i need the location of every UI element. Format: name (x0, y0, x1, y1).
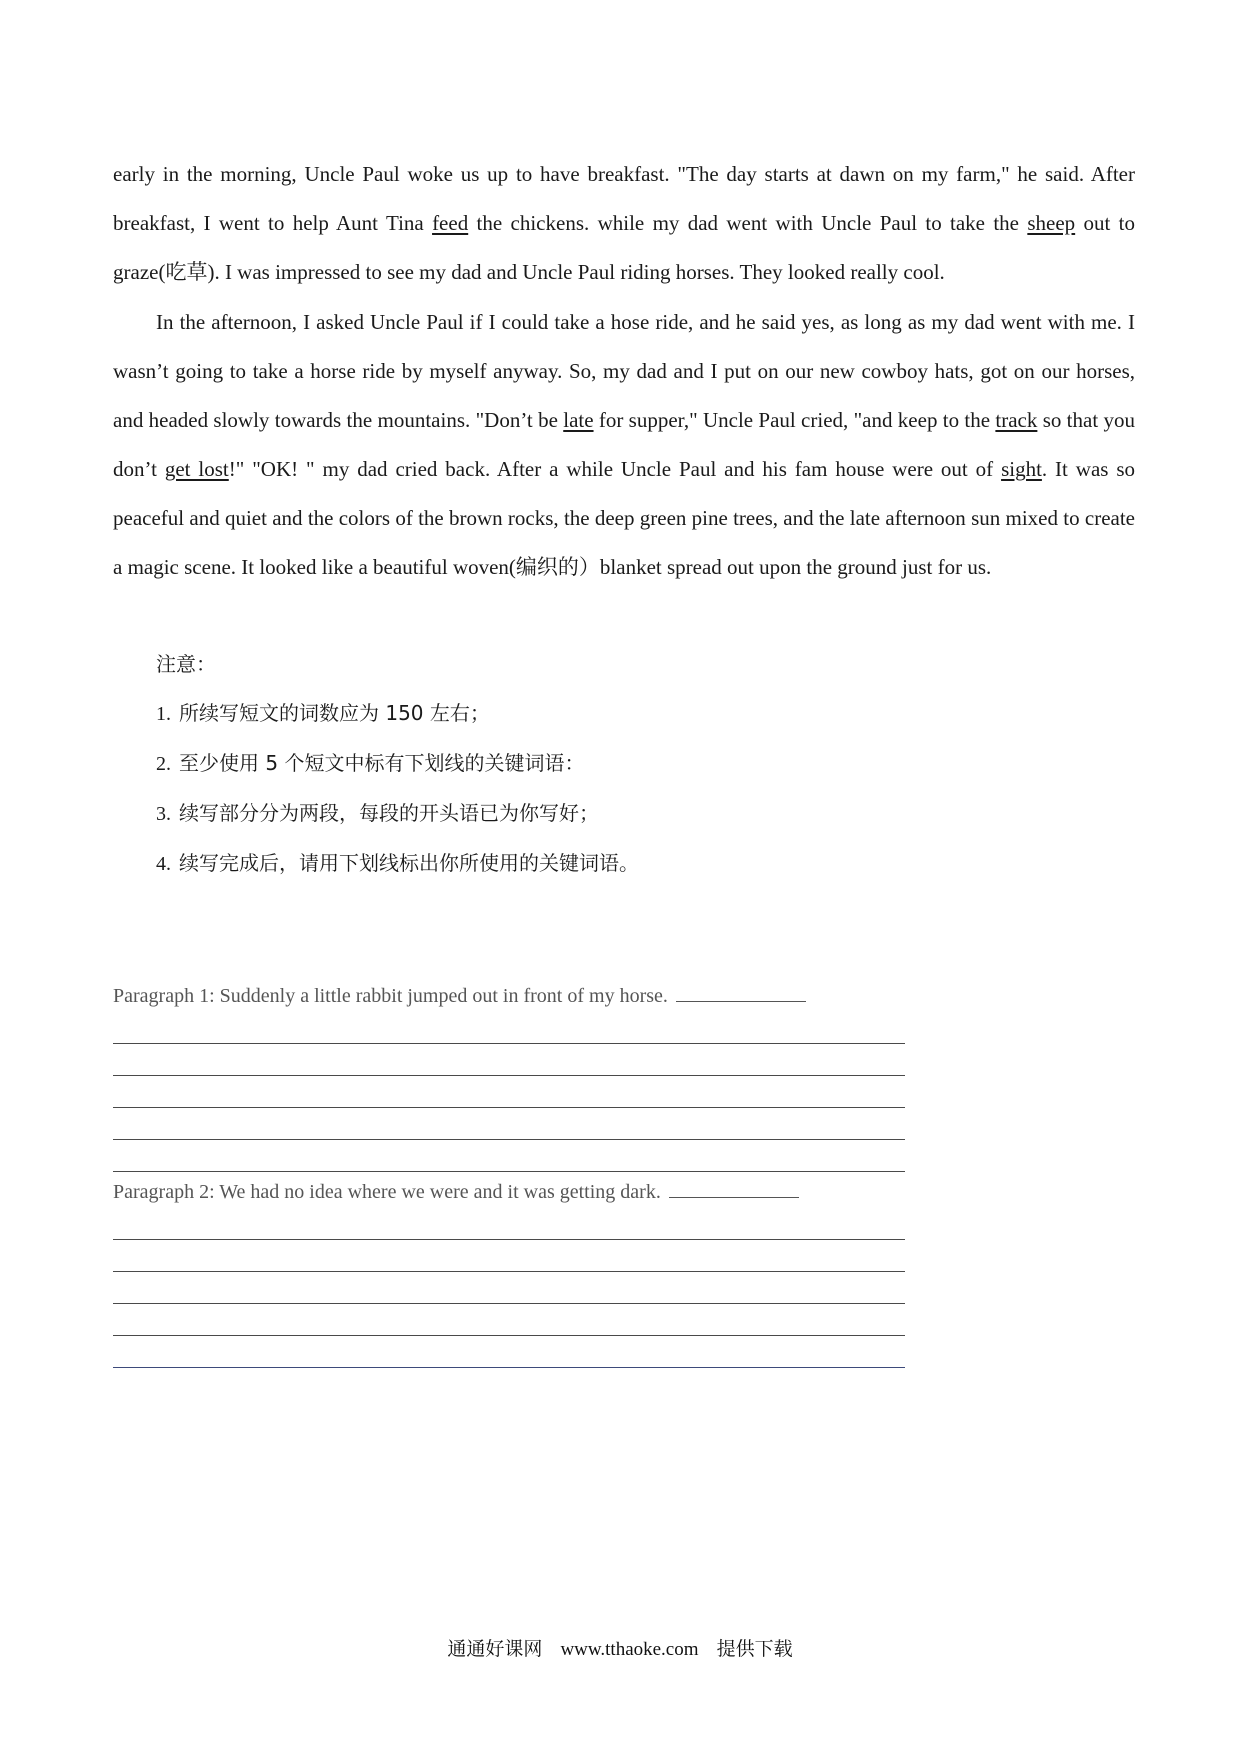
writing-line[interactable] (113, 1336, 905, 1368)
passage-text: !" "OK! " my dad cried back. After a while Uncle Paul and his fam house were out of (228, 457, 1002, 481)
instruction-number: 2. (156, 753, 171, 775)
instruction-item (156, 739, 639, 789)
key-word-sight: sight (1001, 457, 1042, 481)
key-word-late: late (563, 408, 594, 432)
key-word-get-lost: get lost (164, 457, 229, 481)
passage-paragraph-1 (113, 150, 1135, 297)
instruction-number: 4. (156, 853, 171, 875)
answer-blank[interactable] (669, 1177, 799, 1198)
instruction-item (156, 789, 639, 839)
passage-text: In the afternoon, I asked Uncle Paul if I could take a hose ride, and he said yes, as long as my dad went with me. I wasn’t going to take a horse ride by myself anyway. So, my dad and I put on our new cowboy hats, got on our horses, and headed slowly towards the mountains. "Don’t be (113, 310, 1135, 432)
key-word-feed: feed (432, 211, 469, 235)
instruction-text: 续写完成后，请用下划线标出你所使用的关键词语。 (179, 851, 639, 875)
instruction-item (156, 839, 639, 889)
paragraph-1-prompt-text: Paragraph 1: Suddenly a little rabbit jumped out in front of my horse. (113, 985, 668, 1007)
passage-text: out to graze(吃草). I was impressed to see my dad and Uncle Paul riding horses. They looked really cool. (113, 211, 1135, 284)
writing-line[interactable] (113, 1012, 905, 1044)
passage-text: the chickens. while my dad went with Uncle Paul to take the (468, 211, 1028, 235)
passage-paragraph-2 (113, 298, 1135, 592)
instruction-text: 所续写短文的词数应为 150 左右； (179, 701, 490, 725)
key-word-track: track (995, 408, 1038, 432)
key-word-sheep: sheep (1027, 211, 1076, 235)
writing-line[interactable] (113, 1076, 905, 1108)
page-footer (0, 1634, 1240, 1661)
passage-text: for supper," Uncle Paul cried, "and keep to the (593, 408, 996, 432)
footer-suffix: 提供下载 (716, 1638, 793, 1660)
instruction-text: 至少使用 5 个短文中标有下划线的关键词语： (179, 751, 585, 775)
writing-line[interactable] (113, 1208, 905, 1240)
instruction-text: 续写部分分为两段，每段的开头语已为你写好； (179, 801, 599, 825)
instruction-item (156, 689, 639, 739)
instructions-heading: 注意： (156, 652, 216, 676)
writing-line[interactable] (113, 1272, 905, 1304)
footer-url-link[interactable]: www.tthaoke.com (560, 1639, 699, 1660)
passage-text: early in the morning, Uncle Paul woke us up to have breakfast. "The day starts at dawn on my farm," he said. After breakfast, I went to help Aunt Tina (113, 162, 1135, 235)
paragraph-1-prompt (113, 980, 905, 1012)
writing-line[interactable] (113, 1140, 905, 1172)
passage-text: . It was so peaceful and quiet and the colors of the brown rocks, the deep green pine trees, and the late afternoon sun mixed to create a magic scene. It looked like a beautiful woven(编织的）blanket spread out upon the ground just for us. (113, 457, 1136, 579)
instruction-number: 3. (156, 803, 171, 825)
paragraph-2-prompt (113, 1176, 905, 1208)
footer-site-name: 通通好课网 (447, 1638, 543, 1660)
answer-blank[interactable] (676, 981, 806, 1002)
writing-area-paragraph-1 (113, 980, 905, 1172)
writing-line[interactable] (113, 1044, 905, 1076)
writing-line[interactable] (113, 1240, 905, 1272)
instructions (156, 640, 639, 889)
writing-line[interactable] (113, 1304, 905, 1336)
writing-area-paragraph-2 (113, 1176, 905, 1368)
instruction-number: 1. (156, 703, 171, 725)
paragraph-2-prompt-text: Paragraph 2: We had no idea where we were and it was getting dark. (113, 1181, 661, 1203)
passage-text: so that you don’t (113, 408, 1135, 481)
writing-line[interactable] (113, 1108, 905, 1140)
